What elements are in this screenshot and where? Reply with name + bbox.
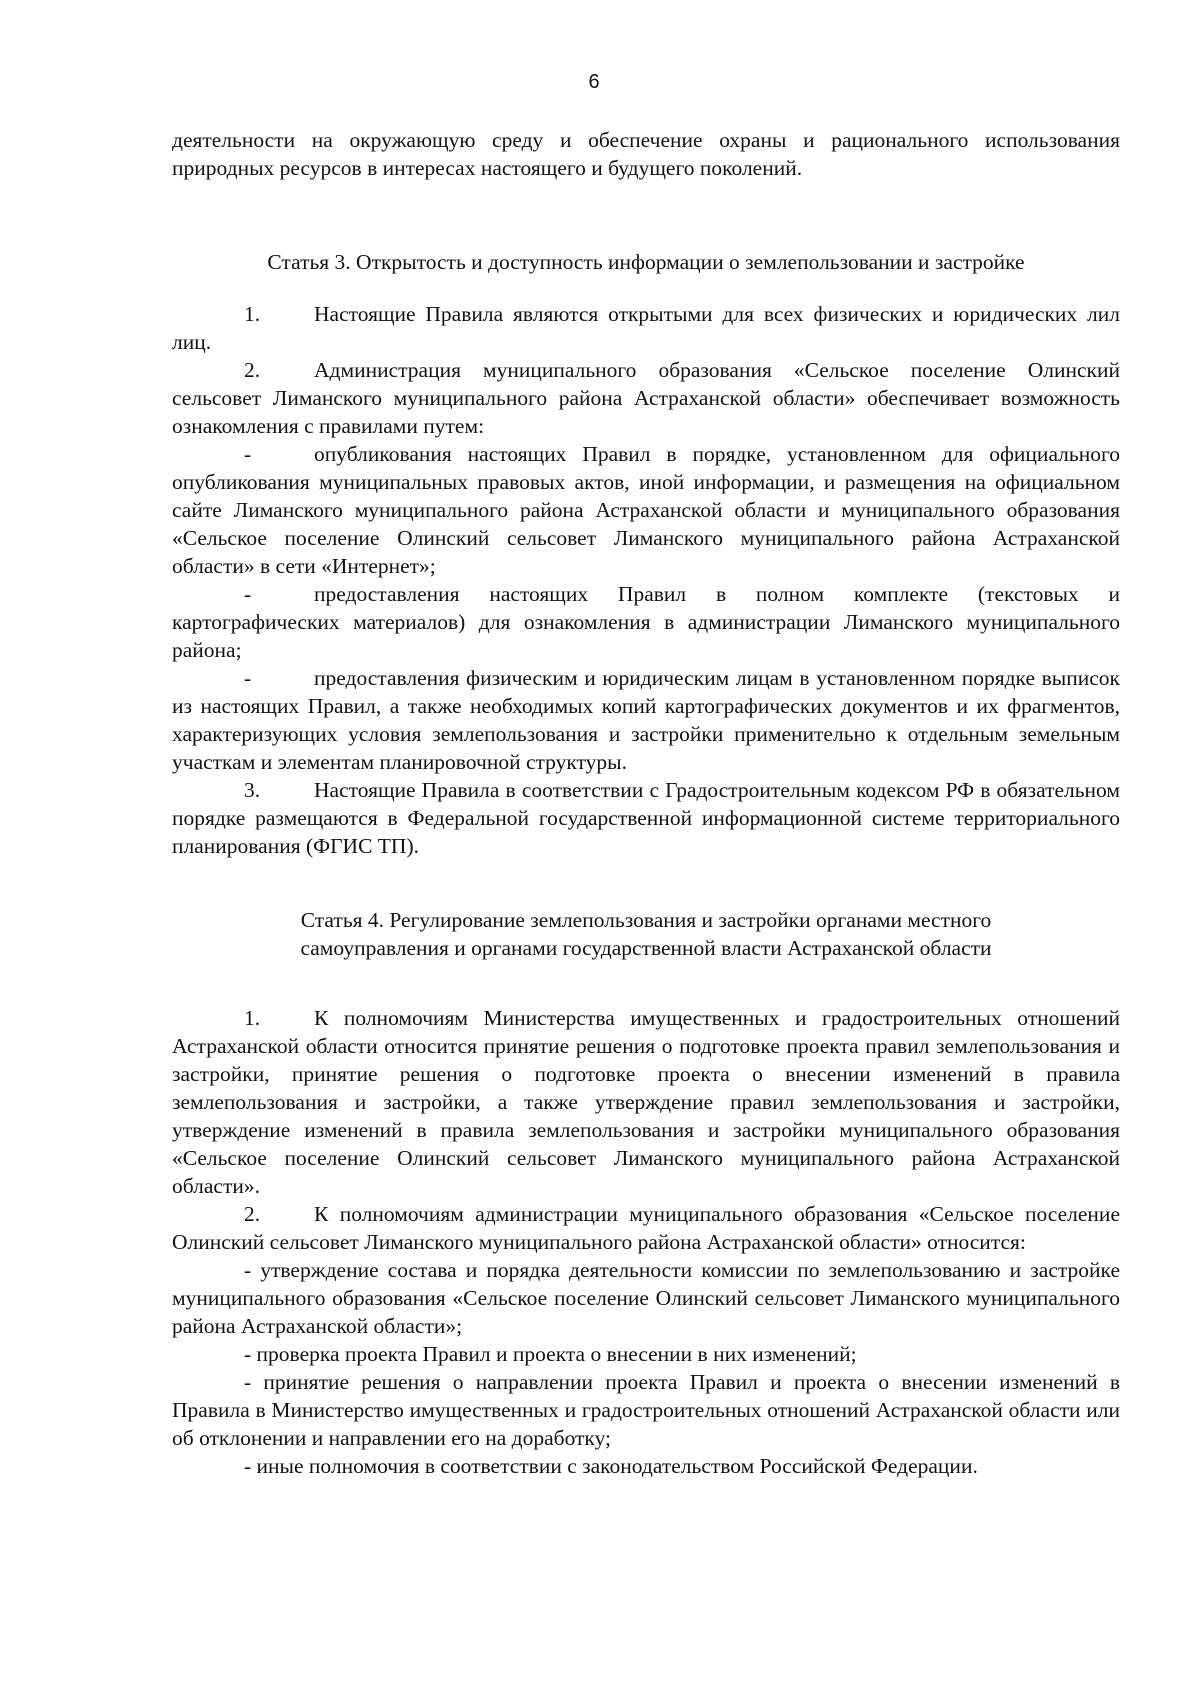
article-4-heading-block <box>172 906 1120 962</box>
article-3-item-3 <box>172 776 1120 860</box>
article-4-item-1 <box>172 1004 1120 1200</box>
item-marker: 2. <box>244 358 261 382</box>
dash-marker: - <box>244 442 252 466</box>
article-3-dash-item-1 <box>172 440 1120 580</box>
article-3-body <box>172 300 1120 860</box>
item-marker: 1. <box>244 1006 261 1030</box>
article-4-body <box>172 1004 1120 1480</box>
dash-marker: - <box>244 582 252 606</box>
item-text: К полномочиям администрации муниципального образования «Сельское поселение Олинский сельсовет Лиманского муниципального района Астраханской области» относится: <box>172 1202 1120 1254</box>
article-4-title-line-2: самоуправления и органами государственной власти Астраханской области <box>300 936 992 960</box>
item-text: Администрация муниципального образования «Сельское поселение Олинский сельсовет Лиманского муниципального района Астраханской области» обеспечивает возможность ознакомления с правилами путем: <box>172 358 1120 438</box>
article-4-sub-item-2: - проверка проекта Правил и проекта о внесении в них изменений; <box>244 1342 857 1366</box>
item-text: Настоящие Правила являются открытыми для всех физических и юридических лил лиц. <box>172 302 1120 354</box>
article-3-heading-block <box>172 248 1120 276</box>
intro-block <box>172 126 1120 182</box>
article-3-title: Статья 3. Открытость и доступность информации о землепользовании и застройке <box>267 250 1025 274</box>
intro-paragraph: деятельности на окружающую среду и обеспечение охраны и рационального использования природных ресурсов в интересах настоящего и будущего поколений. <box>172 128 1120 180</box>
item-text: предоставления физическим и юридическим лицам в установленном порядке выписок из настоящих Правил, а также необходимых копий картографических документов и их фрагментов, характеризующих условия землепользования и застройки применительно к отдельным земельным участкам и элементам планировочной структуры. <box>172 666 1120 774</box>
dash-marker: - <box>244 666 252 690</box>
article-4-sub-item-4: - иные полномочия в соответствии с законодательством Российской Федерации. <box>244 1454 978 1478</box>
item-marker: 3. <box>244 778 261 802</box>
item-marker: 2. <box>244 1202 261 1226</box>
item-text: Настоящие Правила в соответствии с Градостроительным кодексом РФ в обязательном порядке размещаются в Федеральной государственной информационной системе территориального планирования (ФГИС ТП). <box>172 778 1120 858</box>
article-3-item-1 <box>172 300 1120 356</box>
article-3-dash-item-3 <box>172 664 1120 776</box>
item-marker: 1. <box>244 302 261 326</box>
item-text: опубликования настоящих Правил в порядке, установленном для официального опубликования муниципальных правовых актов, иной информации, и размещения на официальном сайте Лиманского муниципального района Астраханской области и муниципального образования «Сельское поселение Олинский сельсовет Лиманского муниципального района Астраханской области» в сети «Интернет»; <box>172 442 1120 578</box>
item-text: К полномочиям Министерства имущественных и градостроительных отношений Астраханской области относится принятие решения о подготовке проекта правил землепользования и застройки, принятие решения о подготовке проекта о внесении изменений в правила землепользования и застройки, а также утверждение правил землепользования и застройки, утверждение изменений в правила землепользования и застройки муниципального образования «Сельское поселение Олинский сельсовет Лиманского муниципального района Астраханской области». <box>172 1006 1120 1198</box>
article-4-title-line-1: Статья 4. Регулирование землепользования и застройки органами местного <box>300 908 992 932</box>
article-3-item-2 <box>172 356 1120 440</box>
article-3-dash-item-2 <box>172 580 1120 664</box>
item-text: предоставления настоящих Правил в полном комплекте (текстовых и картографических материалов) для ознакомления в администрации Лиманского муниципального района; <box>172 582 1120 662</box>
article-4-sub-item-3: - принятие решения о направлении проекта Правил и проекта о внесении изменений в Правила в Министерство имущественных и градостроительных отношений Астраханской области или об отклонении и направлении его на доработку; <box>172 1370 1120 1450</box>
page-number: 6 <box>588 71 600 93</box>
article-4-sub-item-1: - утверждение состава и порядка деятельности комиссии по землепользованию и застройке муниципального образования «Сельское поселение Олинский сельсовет Лиманского муниципального района Астраханской области»; <box>172 1258 1120 1338</box>
article-4-item-2 <box>172 1200 1120 1256</box>
